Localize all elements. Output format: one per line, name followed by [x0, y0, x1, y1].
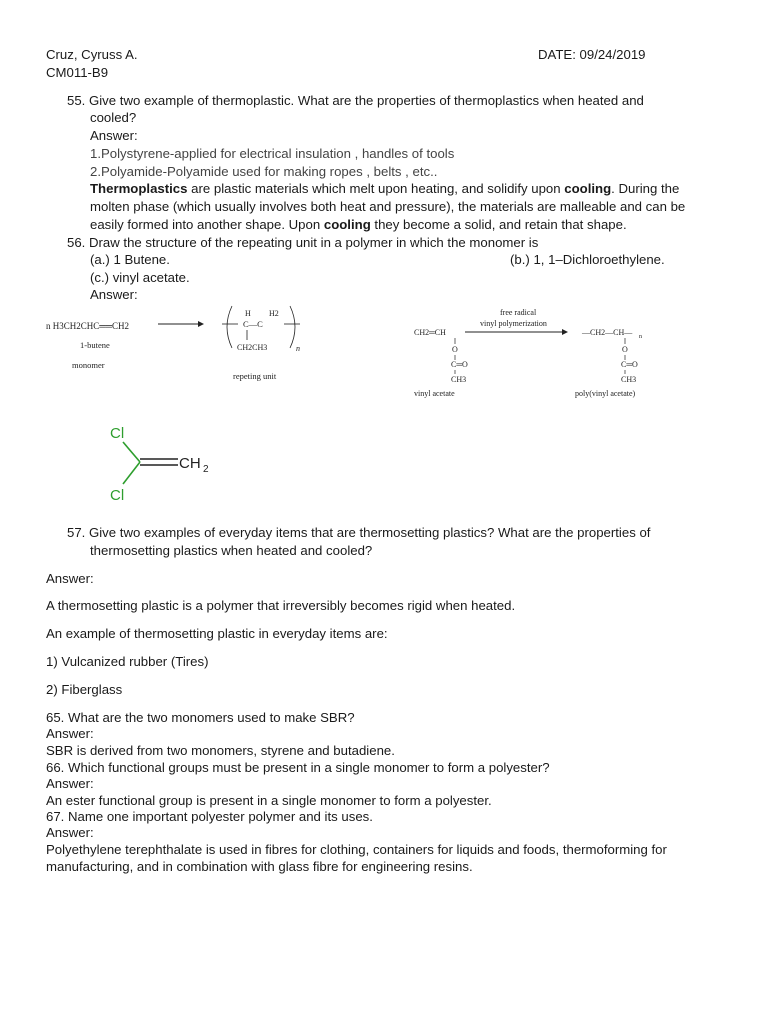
vinyl-arrow-top: free radical — [500, 308, 537, 317]
ch2-label: CH — [179, 455, 201, 472]
butene-h2: H2 — [269, 309, 279, 318]
q65-answer: SBR is derived from two monomers, styrene and butadiene. — [46, 743, 395, 758]
q55-question-line2: cooled? — [90, 110, 137, 125]
vinyl-monomer-o: O — [452, 345, 458, 354]
vinyl-monomer-ch3: CH3 — [451, 375, 467, 384]
vinyl-polymer-top: —CH2—CH— — [582, 328, 633, 337]
vinyl-acetate-polymerization-diagram — [410, 305, 670, 400]
q57-question-line2: thermosetting plastics when heated and cooled? — [90, 543, 373, 558]
butene-reaction-text: n H3CH2CHC══CH2 — [46, 321, 130, 331]
butene-side-chain: CH2CH3 — [237, 343, 268, 352]
butene-monomer-label: monomer — [72, 360, 105, 370]
q56-part-c: (c.) vinyl acetate. — [90, 270, 190, 285]
q65-question: 65. What are the two monomers used to make SBR? — [46, 710, 355, 725]
q55-item-1: 1.Polystyrene-applied for electrical insulation , handles of tools — [90, 146, 455, 161]
q57-example-1: 1) Vulcanized rubber (Tires) — [46, 654, 209, 669]
vinyl-polymer-ch3: CH3 — [621, 375, 637, 384]
butene-repeat-label: repeting unit — [233, 371, 277, 381]
q55-answer-label: Answer: — [90, 128, 138, 143]
cl-bottom: Cl — [110, 487, 125, 504]
dichloroethylene-structure — [100, 420, 230, 505]
student-name: Cruz, Cyruss A. — [46, 47, 138, 62]
vinyl-polymer-co: C═O — [621, 360, 638, 369]
q65-answer-label: Answer: — [46, 726, 94, 741]
q57-example-intro: An example of thermosetting plastic in everyday items are: — [46, 626, 388, 641]
q56-question: 56. Draw the structure of the repeating unit in a polymer in which the monomer is — [67, 235, 539, 250]
q57-example-2: 2) Fiberglass — [46, 682, 123, 697]
q57-definition: A thermosetting plastic is a polymer that irreversibly becomes rigid when heated. — [46, 598, 516, 613]
q67-answer-line2: manufacturing, and in combination with glass fibre for engineering resins. — [46, 859, 473, 874]
cl-top: Cl — [110, 425, 125, 442]
vinyl-monomer-name: vinyl acetate — [414, 389, 455, 398]
q57-question-line1: 57. Give two examples of everyday items that are thermosetting plastics? What are the properties of — [67, 525, 651, 540]
q66-answer: An ester functional group is present in a single monomer to form a polyester. — [46, 793, 492, 808]
butene-polymerization-diagram — [40, 300, 330, 395]
q67-answer-label: Answer: — [46, 825, 94, 840]
q67-question: 67. Name one important polyester polymer and its uses. — [46, 809, 373, 824]
q55-question-line1: 55. Give two example of thermoplastic. What are the properties of thermoplastics when heated and — [67, 93, 644, 108]
q55-paragraph-line3: easily formed into another shape. Upon cooling they become a solid, and retain that shape. — [90, 217, 627, 232]
vinyl-monomer-co: C═O — [451, 360, 468, 369]
q55-paragraph-line1: Thermoplastics are plastic materials which melt upon heating, and solidify upon cooling. During the — [90, 181, 680, 196]
q67-answer-line1: Polyethylene terephthalate is used in fibres for clothing, containers for liquids and foods, thermoforming for — [46, 842, 667, 857]
q55-item-2: 2.Polyamide-Polyamide used for making ropes , belts , etc.. — [90, 164, 438, 179]
q55-paragraph-line2: molten phase (which usually involves both heat and pressure), the materials are malleable and can be — [90, 199, 686, 214]
butene-cc: C—C — [243, 319, 263, 329]
butene-h: H — [245, 309, 251, 318]
q56-part-b: (b.) 1, 1–Dichloroethylene. — [510, 252, 665, 267]
q56-answer-label: Answer: — [90, 287, 138, 302]
q66-question: 66. Which functional groups must be present in a single monomer to form a polyester? — [46, 760, 550, 775]
butene-name: 1-butene — [80, 340, 110, 350]
q56-part-a: (a.) 1 Butene. — [90, 252, 170, 267]
vinyl-arrow-bottom: vinyl polymerization — [480, 319, 547, 328]
vinyl-polymer-name: poly(vinyl acetate) — [575, 389, 636, 398]
vinyl-polymer-o: O — [622, 345, 628, 354]
vinyl-polymer-n: n — [639, 334, 642, 340]
section-code: CM011-B9 — [46, 65, 109, 80]
vinyl-monomer-top: CH2═CH — [414, 328, 446, 337]
date: DATE: 09/24/2019 — [538, 47, 646, 62]
q66-answer-label: Answer: — [46, 776, 94, 791]
butene-n: n — [296, 344, 300, 353]
ch2-subscript: 2 — [203, 464, 209, 475]
q57-answer-label: Answer: — [46, 571, 94, 586]
